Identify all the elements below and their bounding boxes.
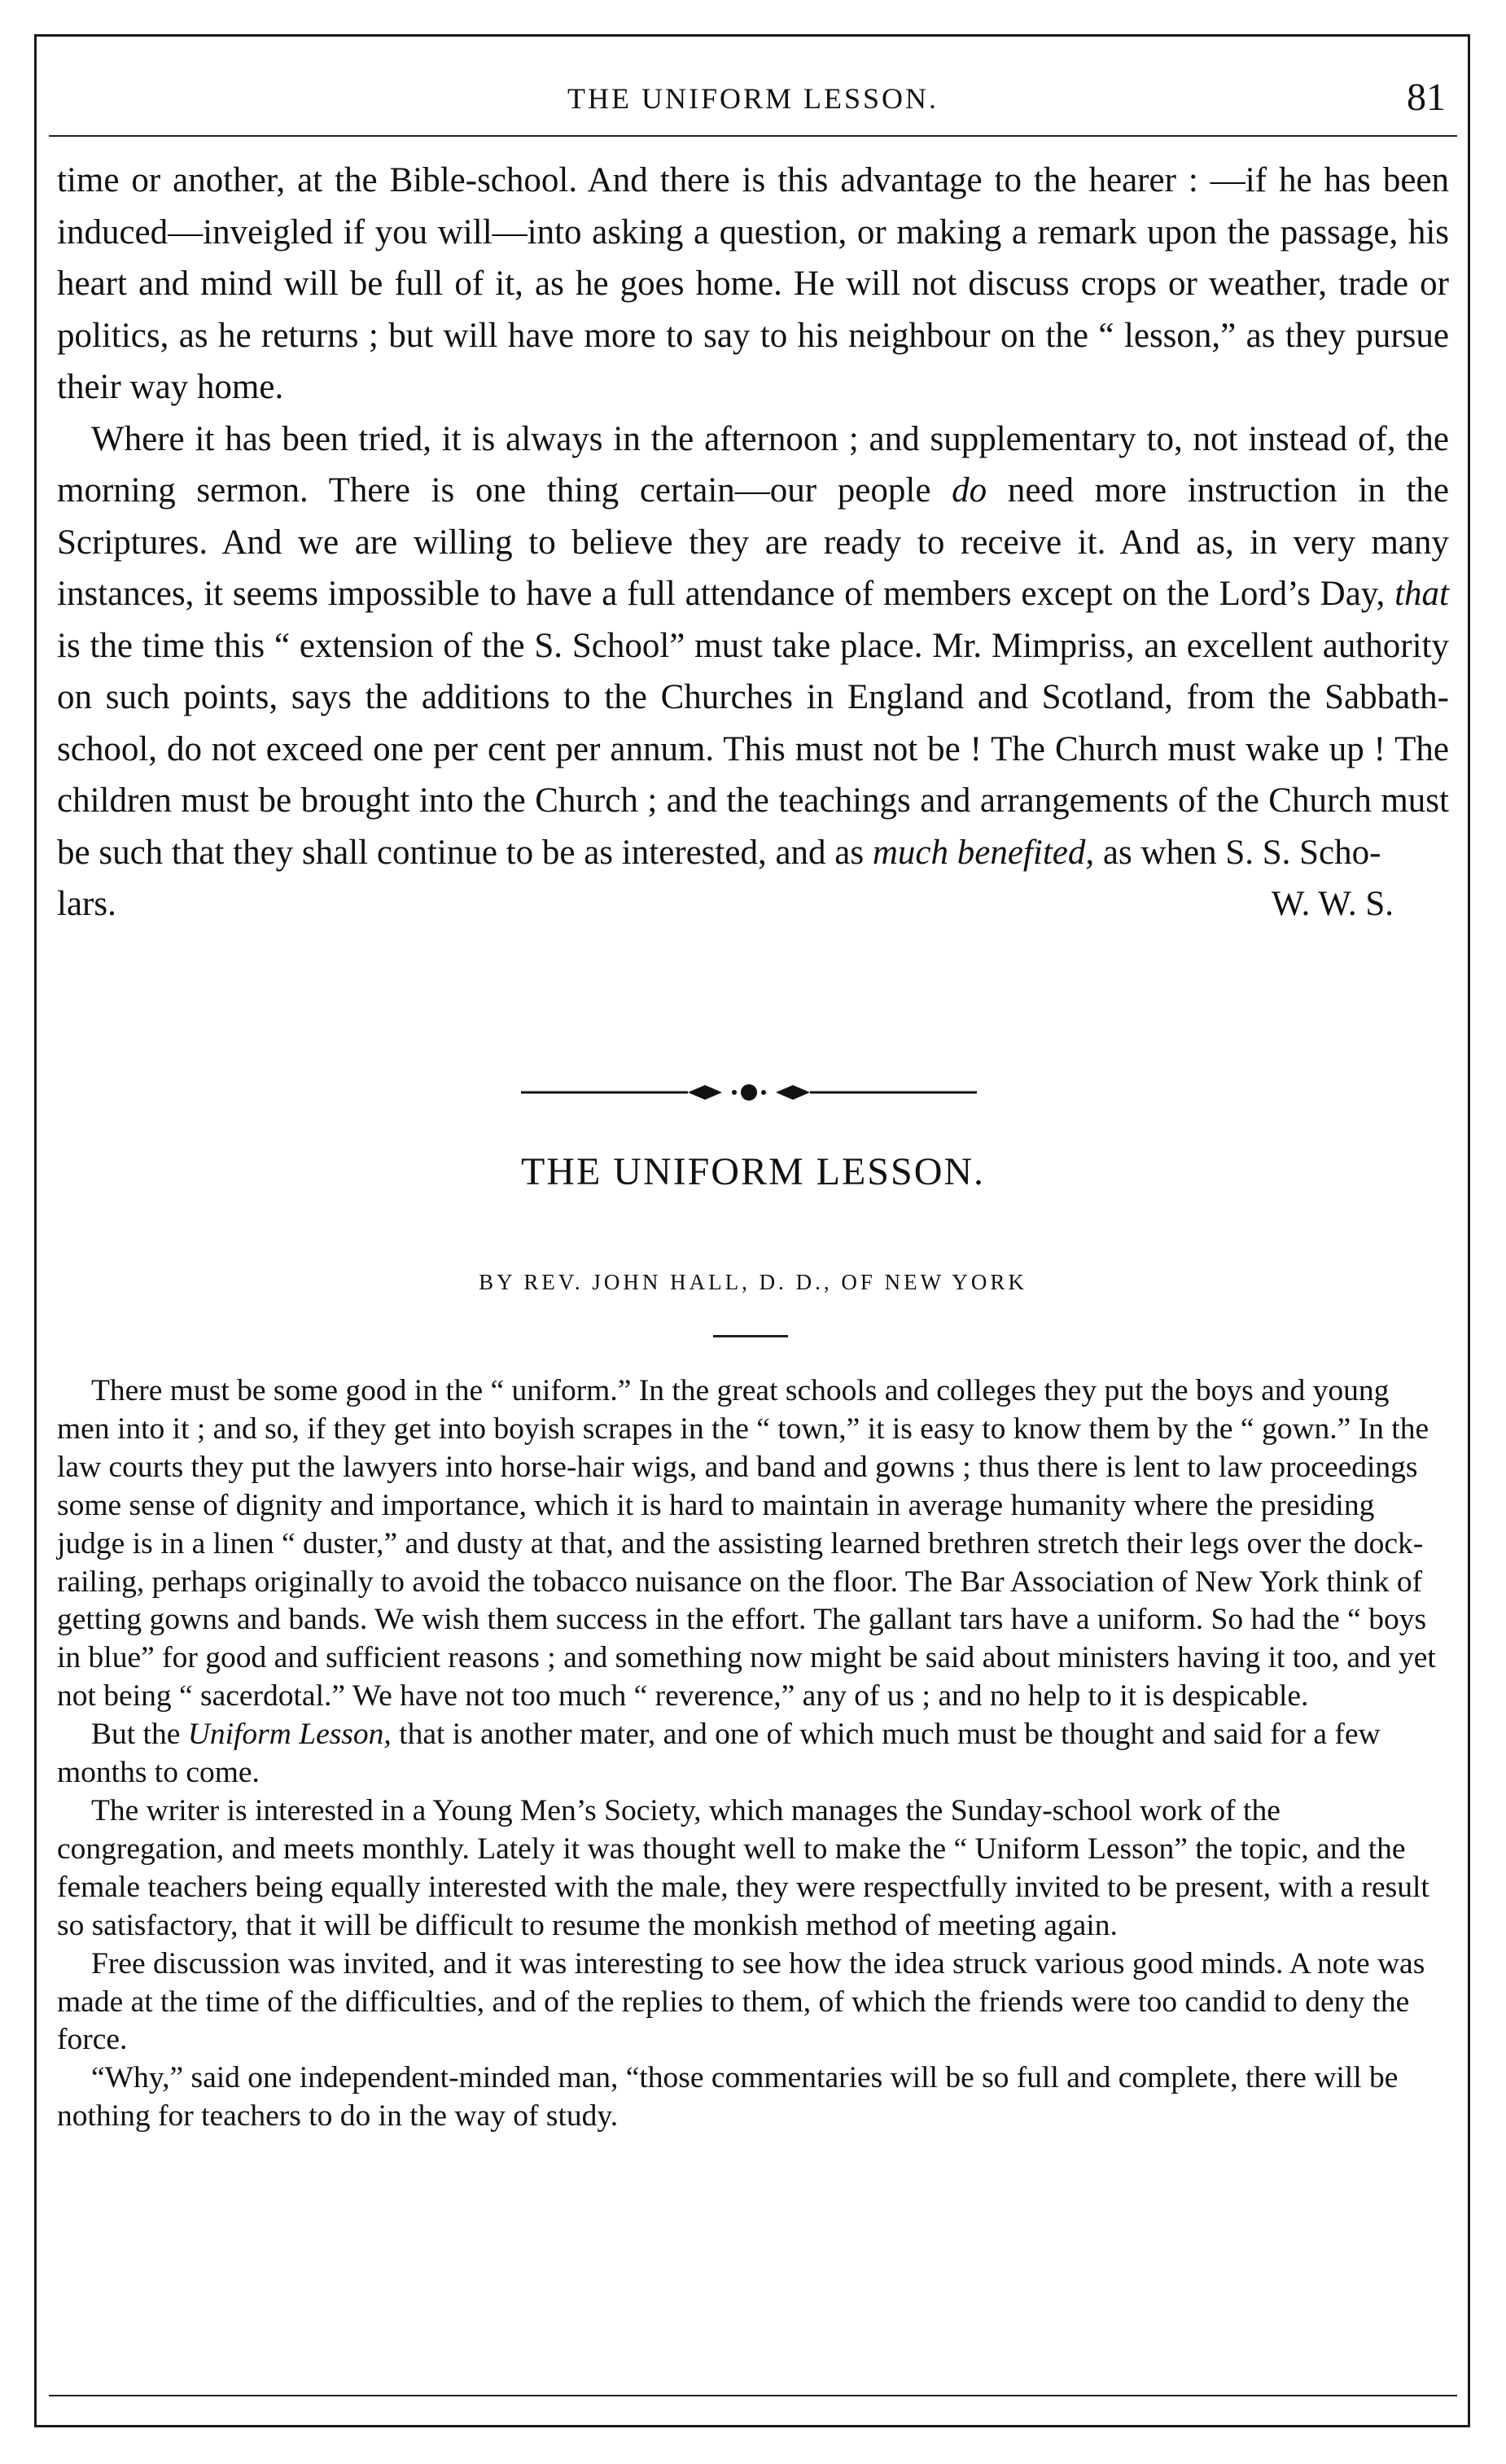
text-run: But the — [91, 1718, 188, 1752]
text-run: There must be some good in the “ uniform.” In the great schools and colleges they put the boys and young men into it ; and so, if they get into boyish scrapes in the “ town,” it is easy to know them by the “ gown.” In the law courts they put the lawyers into horse-hair wigs, and band and gowns ; thus there is lent to law proceedings some sense of dignity and importance, which it is hard to maintain in average humanity where the presiding judge is in a linen “ duster,” and dusty at that, and the assisting learned brethren stretch their legs over the dock-railing, perhaps originally to avoid the tobacco nuisance on the floor. The Bar Association of New York think of getting gowns and bands. We wish them success in the effort. The gallant tars have a uniform. So had the “ boys in blue” for good and sufficient reasons ; and something now might be said about ministers having it too, and yet not being “ sacerdotal.” We have not too much “ reverence,” any of us ; and no help to it is despicable. — [57, 1374, 1436, 1713]
paragraph — [57, 1716, 1449, 1792]
text-run: The writer is interested in a Young Men’s Society, which manages the Sunday-school work of the congregation, and meets monthly. Lately it was thought well to make the “ Uniform Lesson” the topic, and the female teachers being equally interested with the male, they were respectfully invited to be present, with a result so satisfactory, that it will be difficult to resume the monkish method of meeting again. — [57, 1793, 1429, 1942]
paragraph — [57, 414, 1449, 879]
running-header — [49, 75, 1457, 124]
paragraph — [57, 1792, 1449, 1945]
paragraph — [57, 2059, 1449, 2136]
article-body — [57, 1372, 1449, 2136]
italic-text: Uniform Lesson, — [187, 1718, 392, 1752]
footer-rule — [49, 2395, 1457, 2396]
text-run: is the time this “ extension of the S. School” must take place. Mr. Mimpriss, an excellent authority on such points, says the additions to the Churches in England and Scotland, from the Sabbath-school, do not exceed one per cent per annum. This must not be ! The Church must wake up ! The children must be brought into the Church ; and the teachings and arrangements of the Church must be such that they shall continue to be as interested, and as — [57, 626, 1449, 872]
text-run: as when S. S. Scho- — [1094, 833, 1381, 872]
text-run: Where it has been tried, it is always in the afternoon ; and supplementary to, not instead of, the morning sermon. There is one thing certain—our people — [57, 419, 1449, 510]
continued-article-paragraphs — [57, 155, 1449, 878]
italic-text: that — [1394, 575, 1449, 613]
running-title: THE UNIFORM LESSON. — [567, 82, 939, 115]
signature-line — [57, 878, 1449, 930]
paragraph — [57, 155, 1449, 414]
article-paragraphs — [57, 1372, 1449, 2136]
article-byline: BY REV. JOHN HALL, D. D., OF NEW YORK — [479, 1270, 1027, 1294]
section-divider-ornament — [521, 1080, 977, 1105]
text-run: Free discussion was invited, and it was interesting to see how the idea struck various good minds. A note was made at the time of the difficulties, and of the replies to them, of which the friends were too candid to deny the force. — [57, 1946, 1425, 2057]
text-run: time or another, at the Bible-school. And there is this advantage to the hearer : —if he has been induced—inveigled if you will—into asking a question, or making a remark upon the passage, his heart and mind will be full of it, as he goes home. He will not discuss crops or weather, trade or politics, as he returns ; but will have more to say to his neighbour on the “ lesson,” as they pursue their way home. — [57, 161, 1449, 406]
paragraph — [57, 1945, 1449, 2060]
closing-word: lars. — [57, 885, 116, 923]
italic-text: do — [952, 471, 987, 510]
author-signature: W. W. S. — [1271, 885, 1394, 923]
text-run: that is another mater, and one of which much must be thought and said for a few months to come. — [57, 1718, 1381, 1790]
text-run: “Why,” said one independent-minded man, “those commentaries will be so full and complete, there will be nothing for teachers to do in the way of study. — [57, 2061, 1399, 2134]
paragraph — [57, 1372, 1449, 1716]
byline-rule — [713, 1335, 788, 1337]
page-number: 81 — [1407, 76, 1446, 119]
header-rule — [49, 135, 1457, 137]
italic-text: much benefited, — [872, 833, 1095, 872]
article-title: THE UNIFORM LESSON. — [520, 1150, 986, 1193]
text-run: need more instruction in the Scriptures. And we are willing to believe they are ready to receive it. And as, in very many instances, it seems impossible to have a full attendance of members except on the Lord’s Day, — [57, 471, 1450, 613]
continued-article — [57, 155, 1449, 930]
